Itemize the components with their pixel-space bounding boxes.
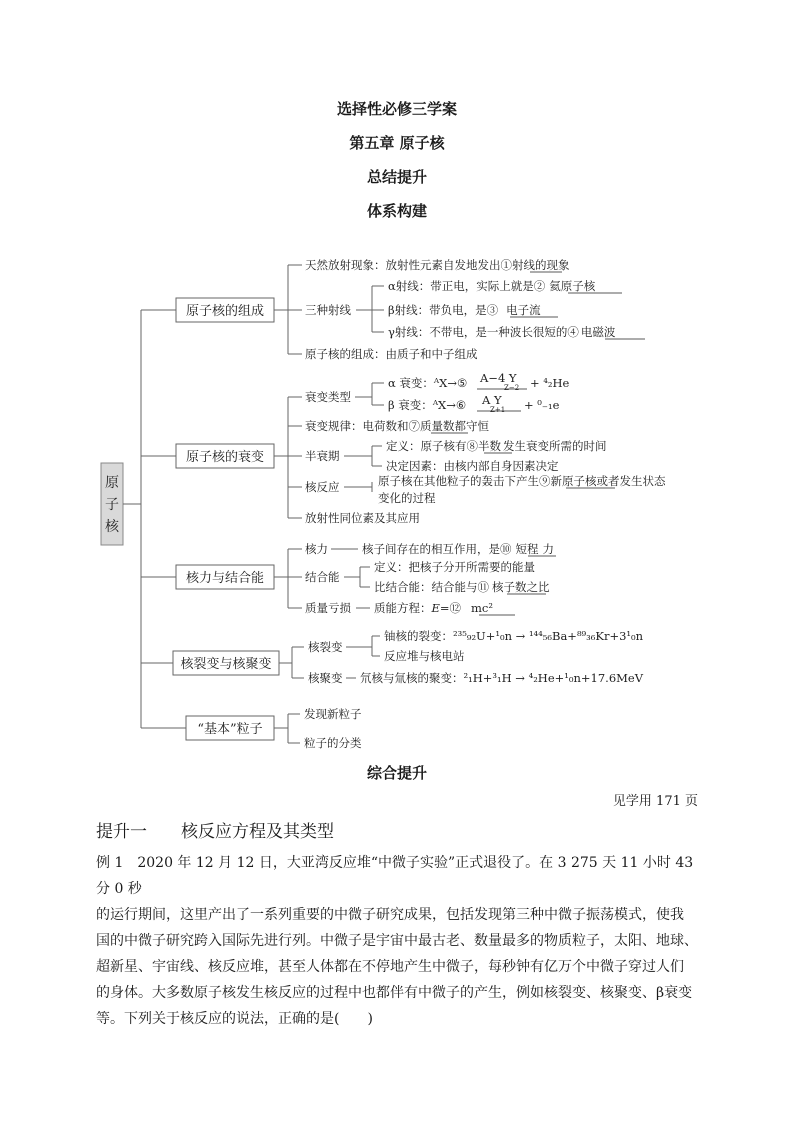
page-reference: 见学用 171 页	[612, 794, 698, 809]
section-title: 提升一 核反应方程及其类型	[96, 822, 334, 842]
concept-tree	[0, 240, 794, 760]
section-heading-integration: 综合提升	[366, 764, 427, 782]
tree-d5: 放射性同位素及其应用	[305, 511, 420, 525]
tree-p1: 发现新粒子	[304, 707, 362, 721]
root-char-3: 核	[105, 519, 119, 535]
node-nuclear-force-label: 核力与结合能	[185, 571, 265, 586]
tree-d1a-sub: Z−2	[504, 384, 520, 392]
tree-d4: 核反应	[305, 480, 340, 494]
tree-d1b-ans: A Y	[482, 393, 502, 407]
tree-n2: 结合能	[305, 570, 340, 584]
tree-f1: 核裂变	[308, 640, 343, 654]
tree-d2: 衰变规律：电荷数和⑦质量数都守恒	[305, 419, 489, 433]
document-title: 选择性必修三学案	[336, 100, 457, 118]
tree-n3: 质量亏损	[305, 601, 351, 615]
paragraph-line: 国的中微子研究跨入国际先进行列。中微子是宇宙中最古老、数量最多的物质粒子，太阳、地球、	[96, 933, 698, 949]
paragraph-line: 超新星、宇宙线、核反应堆，甚至人体都在不停地产生中微子，每秒钟有亿万个中微子穿过人们	[96, 959, 684, 975]
paragraph-line: 例 1 2020 年 12 月 12 日，大亚湾反应堆“中微子实验”正式退役了。在 3 275 天 11 小时 43 分 0 秒	[96, 855, 694, 897]
tree-d1b-sub: Z+1	[490, 406, 506, 414]
tree-t3: 原子核的组成：由质子和中子组成	[305, 347, 478, 361]
tree-d3b: 决定因素：由核内部自身因素决定	[386, 459, 559, 473]
tree-n1: 核力	[305, 542, 328, 556]
paragraph-line: 等。下列关于核反应的说法，正确的是( )	[96, 1011, 373, 1027]
tree-d1a-end: + ⁴₂He	[530, 376, 570, 390]
paragraph-line: 的运行期间，这里产出了一系列重要的中微子研究成果，包括发现第三种中微子振荡模式，使我	[96, 907, 684, 923]
tree-t2a: α射线：带正电，实际上就是② 氦原子核	[388, 279, 596, 293]
chapter-title: 第五章 原子核	[349, 134, 445, 152]
node-fission-fusion-label: 核裂变与核聚变	[180, 657, 272, 672]
tree-t2c: γ射线：不带电，是一种波长很短的④ 电磁波	[388, 325, 616, 339]
tree-d3: 半衰期	[305, 449, 340, 463]
root-char-2: 子	[105, 497, 119, 513]
tree-n1a: 核子间存在的相互作用，是⑩ 短程 力	[362, 542, 554, 556]
tree-n2a: 定义：把核子分开所需要的能量	[374, 560, 535, 574]
paragraph-line: 的身体。大多数原子核发生核反应的过程中也都伴有中微子的产生，例如核裂变、核聚变、β衰变	[96, 985, 693, 1001]
node-elementary-particles-label: “基本”粒子	[197, 722, 263, 737]
tree-t2b: β射线：带负电，是③ 电子流	[388, 303, 541, 317]
node-decay-label: 原子核的衰变	[185, 450, 265, 465]
tree-d1a-ans: A−4 Y	[480, 371, 517, 385]
tree-f1b: 反应堆与核电站	[384, 649, 465, 663]
tree-t2: 三种射线	[305, 303, 351, 317]
tree-d4b: 变化的过程	[378, 491, 436, 505]
tree-n2b: 比结合能：结合能与⑪ 核子数之比	[374, 580, 550, 594]
section-heading-framework: 体系构建	[366, 202, 427, 220]
tree-d4a: 原子核在其他粒子的轰击下产生⑨新原子核或者发生状态	[378, 474, 666, 488]
node-composition-label: 原子核的组成	[185, 304, 265, 319]
tree-f1a: 铀核的裂变：²³⁵₉₂U+¹₀n → ¹⁴⁴₅₆Ba+⁸⁹₃₆Kr+3¹₀n	[384, 629, 644, 643]
root-char-1: 原	[105, 475, 119, 491]
tree-p2: 粒子的分类	[304, 736, 362, 750]
section-heading-summary: 总结提升	[366, 168, 427, 186]
tree-d1b: β 衰变：ᴬX→⑥	[388, 398, 467, 412]
tree-f2a: 氘核与氚核的聚变：²₁H+³₁H → ⁴₂He+¹₀n+17.6MeV	[360, 671, 644, 685]
tree-d3a: 定义：原子核有⑧半数 发生衰变所需的时间	[386, 439, 607, 453]
tree-d1a: α 衰变：ᴬX→⑤	[388, 376, 468, 390]
tree-f2: 核聚变	[308, 671, 343, 685]
tree-d1: 衰变类型	[305, 390, 351, 404]
example-paragraph	[96, 850, 706, 1032]
tree-n3a: 质能方程：E=⑫ mc²	[374, 601, 493, 615]
tree-t1: 天然放射现象：放射性元素自发地发出①射线的现象	[305, 258, 570, 272]
tree-d1b-end: + ⁰₋₁e	[524, 398, 560, 412]
